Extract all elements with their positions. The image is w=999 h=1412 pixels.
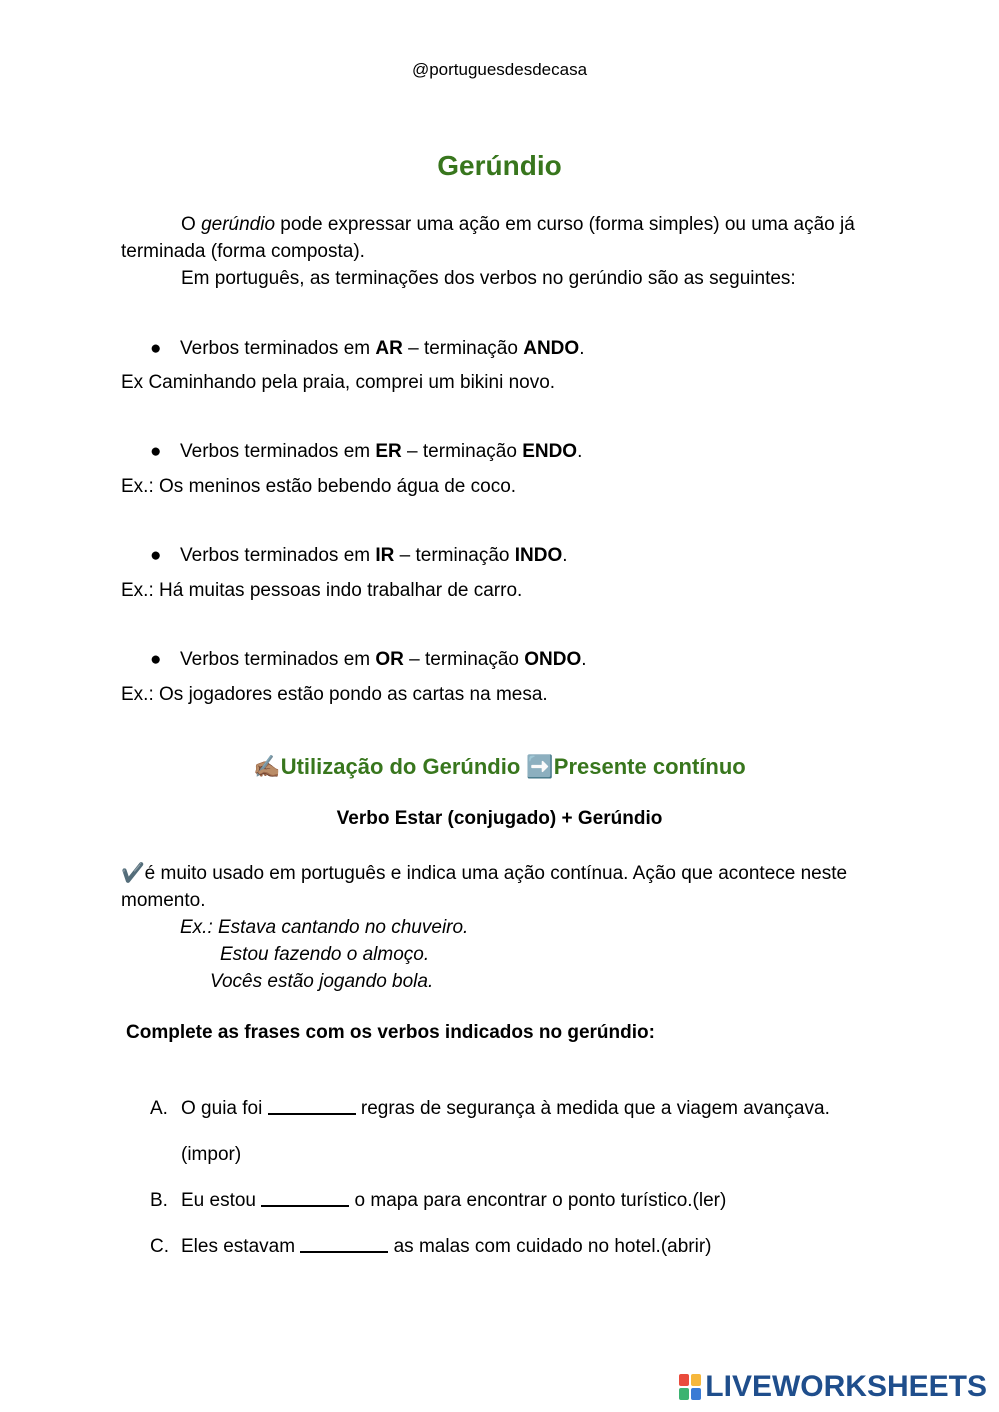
- rule-prefix: Verbos terminados em: [180, 545, 376, 566]
- exercise-item: [150, 1095, 830, 1122]
- usage-paragraph: [121, 860, 891, 914]
- bullet-icon: ●: [150, 441, 162, 462]
- rule-prefix: Verbos terminados em: [180, 649, 376, 670]
- rule-ending: AR: [375, 338, 403, 359]
- exercise-text-before: Eu estou: [181, 1190, 262, 1211]
- exercise-letter: A.: [150, 1098, 168, 1119]
- rule-ending: OR: [375, 649, 404, 670]
- intro-text-b: pode expressar uma ação em curso (forma simples) ou uma ação já terminada (forma composta).: [121, 214, 855, 262]
- rule-item: [150, 335, 584, 362]
- page-title: Gerúndio: [437, 150, 562, 181]
- usage-example: Vocês estão jogando bola.: [210, 971, 434, 992]
- bullet-icon: ●: [150, 338, 162, 359]
- rule-example: Ex.: Os meninos estão bebendo água de coco.: [121, 476, 517, 497]
- intro-paragraph-2: Em português, as terminações dos verbos no gerúndio são as seguintes:: [181, 268, 796, 289]
- answer-blank[interactable]: [300, 1233, 388, 1253]
- rule-item: [150, 438, 582, 465]
- bullet-icon: ●: [150, 545, 162, 566]
- exercise-letter: B.: [150, 1190, 168, 1211]
- rule-mid: – terminação: [402, 338, 524, 359]
- exercise-item: [150, 1233, 711, 1260]
- rule-ending: IR: [375, 545, 395, 566]
- liveworksheets-logo-icon: [679, 1374, 701, 1400]
- rule-item: [150, 646, 587, 673]
- exercise-item: [150, 1187, 726, 1214]
- rule-gerund: ANDO: [523, 338, 580, 359]
- section-heading: [0, 754, 999, 780]
- rule-mid: – terminação: [394, 545, 515, 566]
- liveworksheets-logo[interactable]: [679, 1372, 987, 1402]
- rule-gerund: INDO: [514, 545, 563, 566]
- author-handle: @portuguesdesdecasa: [411, 60, 588, 79]
- answer-blank[interactable]: [268, 1095, 356, 1115]
- rule-item: [150, 542, 568, 569]
- rule-mid: – terminação: [403, 649, 525, 670]
- right-arrow-icon: ➡️: [526, 754, 554, 779]
- task-instruction: Complete as frases com os verbos indicados no gerúndio:: [126, 1022, 655, 1043]
- usage-text: é muito usado em português e indica uma ação contínua. Ação que acontece neste momento.: [121, 863, 848, 911]
- writing-hand-icon: ✍🏽: [253, 754, 281, 779]
- intro-paragraph: [121, 211, 891, 265]
- answer-blank[interactable]: [261, 1187, 349, 1207]
- exercise-text-after: as malas com cuidado no hotel.(abrir): [388, 1236, 712, 1257]
- intro-text-a: O: [181, 214, 202, 235]
- section-heading-part2: Presente contínuo: [553, 754, 746, 779]
- intro-italic: gerúndio: [201, 214, 276, 235]
- exercise-letter: C.: [150, 1236, 169, 1257]
- check-mark-icon: ✔️: [121, 863, 145, 884]
- rule-mid: – terminação: [401, 441, 523, 462]
- exercise-text-after: regras de segurança à medida que a viagem avançava.: [355, 1098, 830, 1119]
- exercise-text-before: Eles estavam: [181, 1236, 301, 1257]
- rule-example: Ex Caminhando pela praia, comprei um bikini novo.: [121, 372, 556, 393]
- rule-prefix: Verbos terminados em: [180, 338, 376, 359]
- exercise-text-before: O guia foi: [181, 1098, 268, 1119]
- rule-suffix: .: [562, 545, 568, 566]
- rule-gerund: ONDO: [524, 649, 582, 670]
- rule-suffix: .: [579, 338, 585, 359]
- bullet-icon: ●: [150, 649, 162, 670]
- rule-prefix: Verbos terminados em: [180, 441, 376, 462]
- rule-suffix: .: [581, 649, 587, 670]
- exercise-text-after: o mapa para encontrar o ponto turístico.(ler): [349, 1190, 727, 1211]
- exercise-hint: (impor): [181, 1144, 242, 1165]
- rule-ending: ER: [375, 441, 402, 462]
- logo-text: LIVEWORKSHEETS: [705, 1370, 987, 1403]
- rule-example: Ex.: Os jogadores estão pondo as cartas na mesa.: [121, 684, 548, 705]
- rule-gerund: ENDO: [522, 441, 578, 462]
- usage-example: Ex.: Estava cantando no chuveiro.: [180, 917, 469, 938]
- section-heading-part1: Utilização do Gerúndio: [280, 754, 527, 779]
- rule-example: Ex.: Há muitas pessoas indo trabalhar de carro.: [121, 580, 523, 601]
- usage-example: Estou fazendo o almoço.: [220, 944, 430, 965]
- formula: Verbo Estar (conjugado) + Gerúndio: [336, 808, 663, 829]
- rule-suffix: .: [577, 441, 583, 462]
